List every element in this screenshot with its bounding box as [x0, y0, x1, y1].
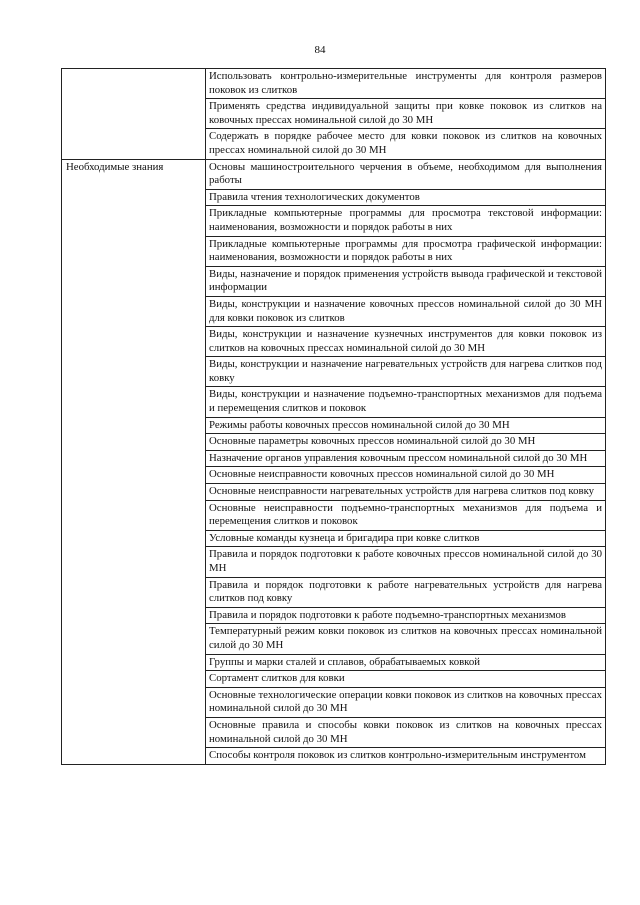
knowledge-item: Режимы работы ковочных прессов номинальной силой до 30 МН	[206, 417, 606, 434]
knowledge-item: Виды, конструкции и назначение нагревательных устройств для нагрева слитков под ковку	[206, 357, 606, 387]
knowledge-item: Основные технологические операции ковки поковок из слитков на ковочных прессах номинальной силой до 30 МН	[206, 687, 606, 717]
knowledge-label: Необходимые знания	[62, 159, 206, 764]
knowledge-item: Основные правила и способы ковки поковок из слитков на ковочных прессах номинальной силой до 30 МН	[206, 717, 606, 747]
skill-item: Применять средства индивидуальной защиты при ковке поковок из слитков на ковочных прессах номинальной силой до 30 МН	[206, 99, 606, 129]
page-number: 84	[314, 44, 326, 56]
knowledge-item: Правила и порядок подготовки к работе ковочных прессов номинальной силой до 30 МН	[206, 547, 606, 577]
knowledge-item: Прикладные компьютерные программы для просмотра текстовой информации: наименования, возможности и порядок работы в них	[206, 206, 606, 236]
knowledge-item: Основные неисправности ковочных прессов номинальной силой до 30 МН	[206, 467, 606, 484]
knowledge-item: Условные команды кузнеца и бригадира при ковке слитков	[206, 530, 606, 547]
skill-item: Содержать в порядке рабочее место для ковки поковок из слитков на ковочных прессах номинальной силой до 30 МН	[206, 129, 606, 159]
knowledge-item: Способы контроля поковок из слитков контрольно-измерительным инструментом	[206, 748, 606, 765]
knowledge-item: Основные неисправности нагревательных устройств для нагрева слитков под ковку	[206, 484, 606, 501]
empty-label-cell	[62, 69, 206, 160]
knowledge-item: Основные параметры ковочных прессов номинальной силой до 30 МН	[206, 434, 606, 451]
skill-item: Использовать контрольно-измерительные инструменты для контроля размеров поковок из слитков	[206, 69, 606, 99]
knowledge-item: Виды, конструкции и назначение кузнечных инструментов для ковки поковок из слитков на ковочных прессах номинальной силой до 30 МН	[206, 327, 606, 357]
knowledge-item: Правила и порядок подготовки к работе подъемно-транспортных механизмов	[206, 607, 606, 624]
knowledge-item: Виды, назначение и порядок применения устройств вывода графической и текстовой информации	[206, 266, 606, 296]
knowledge-item: Виды, конструкции и назначение подъемно-транспортных механизмов для подъема и перемещения слитков и поковок	[206, 387, 606, 417]
knowledge-item: Правила чтения технологических документов	[206, 189, 606, 206]
knowledge-item: Основные неисправности подъемно-транспортных механизмов для подъема и перемещения слитков и поковок	[206, 500, 606, 530]
table-row	[62, 159, 606, 189]
table-row	[62, 69, 606, 99]
knowledge-item: Прикладные компьютерные программы для просмотра графической информации: наименования, возможности и порядок работы в них	[206, 236, 606, 266]
knowledge-item: Виды, конструкции и назначение ковочных прессов номинальной силой до 30 МН для ковки поковок из слитков	[206, 296, 606, 326]
knowledge-item: Основы машиностроительного черчения в объеме, необходимом для выполнения работы	[206, 159, 606, 189]
knowledge-item: Температурный режим ковки поковок из слитков на ковочных прессах номинальной силой до 30 МН	[206, 624, 606, 654]
knowledge-item: Группы и марки сталей и сплавов, обрабатываемых ковкой	[206, 654, 606, 671]
knowledge-item: Сортамент слитков для ковки	[206, 671, 606, 688]
requirements-table	[61, 68, 606, 765]
knowledge-item: Назначение органов управления ковочным прессом номинальной силой до 30 МН	[206, 450, 606, 467]
knowledge-item: Правила и порядок подготовки к работе нагревательных устройств для нагрева слитков под ковку	[206, 577, 606, 607]
